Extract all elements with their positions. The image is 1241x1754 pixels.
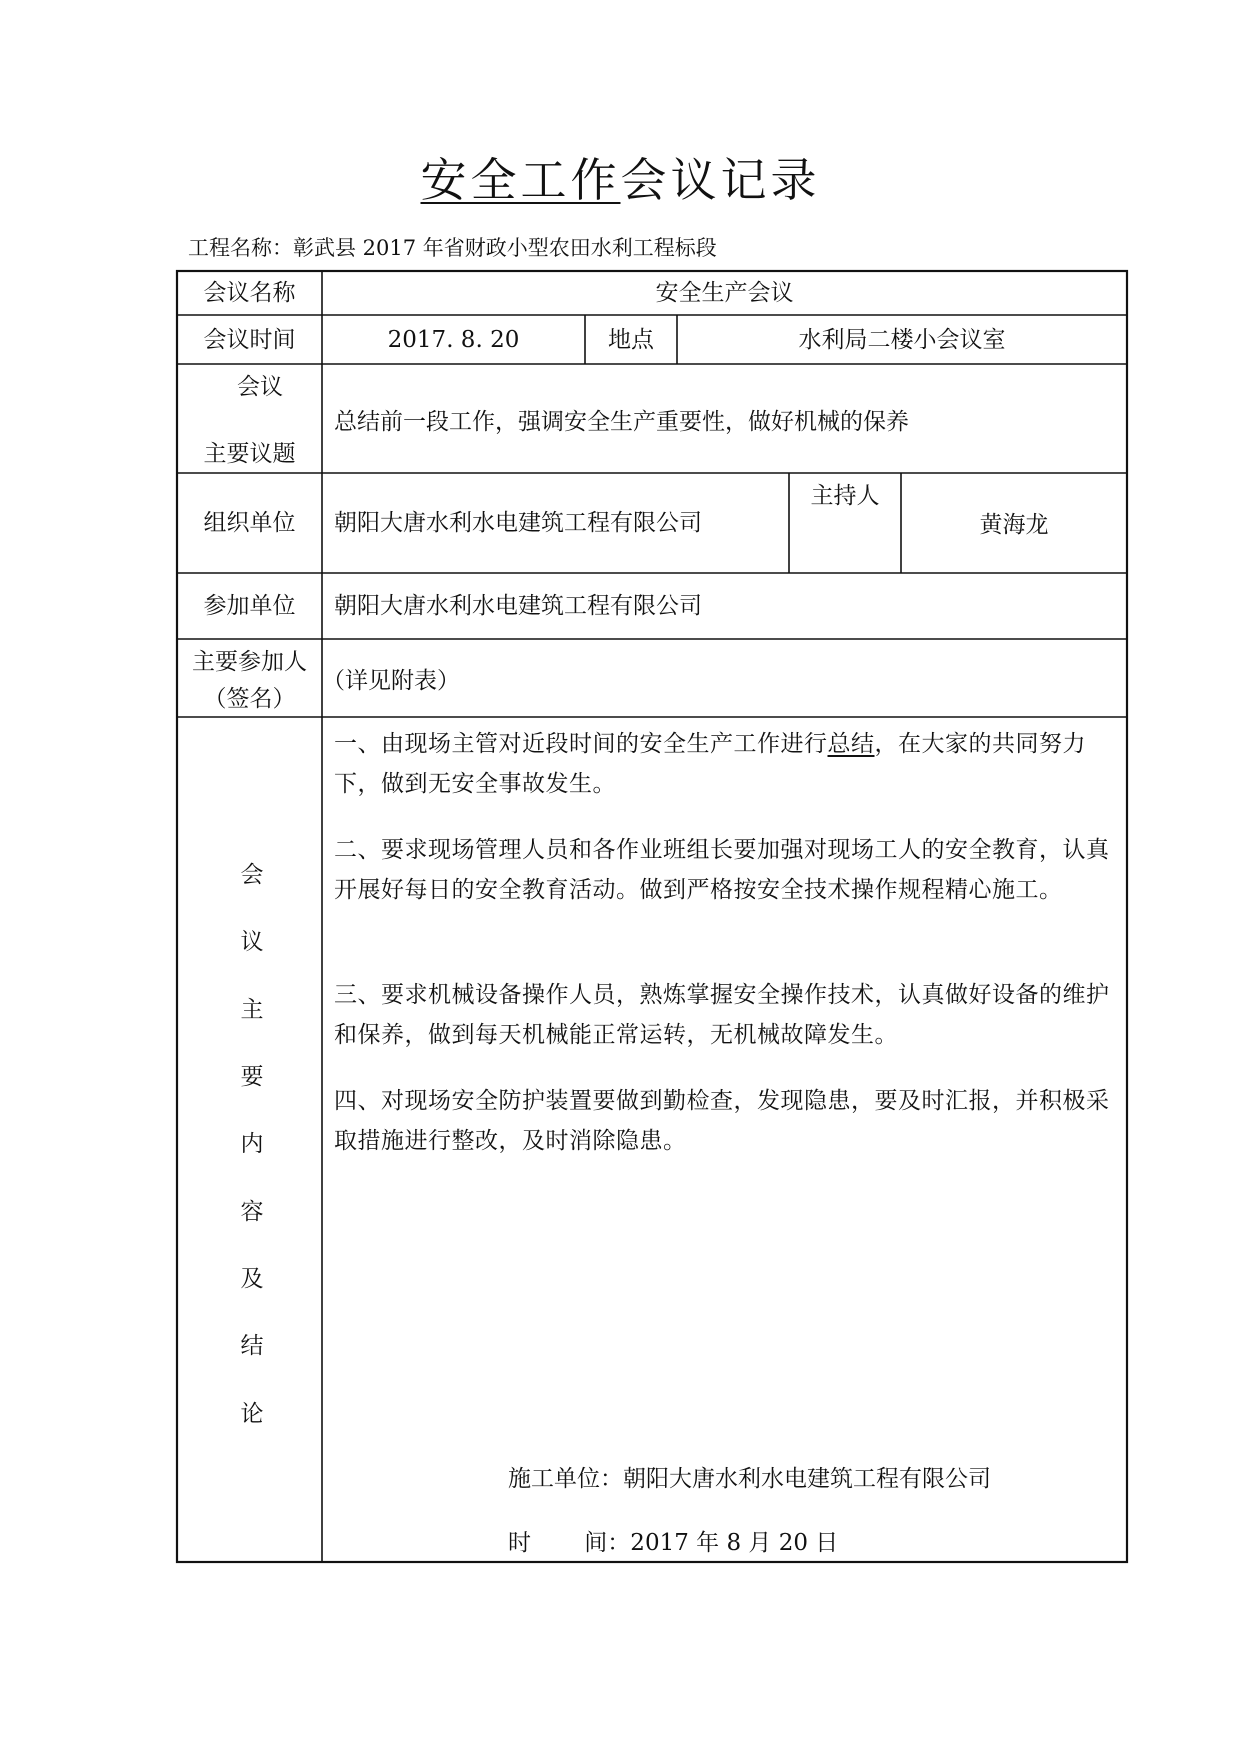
side-char: 要 xyxy=(240,1064,264,1090)
p1-text-a: 一、由现场主管对近段时间的安全生产工作进行 xyxy=(334,731,828,757)
p1-text-b: ，在大家的共同努力下，做到无安全事故发生。 xyxy=(334,731,1086,797)
title-rest-part: 会议记录 xyxy=(620,153,821,207)
content-paragraph-2: 二、要求现场管理人员和各作业班组长要加强对现场工人的安全教育，认真开展好每日的安全教育活动。做到严格按安全技术操作规程精心施工。 xyxy=(334,837,1110,903)
content-paragraph-4: 四、对现场安全防护装置要做到勤检查，发现隐患，要及时汇报，并积极采取措施进行整改，及时消除隐患。 xyxy=(334,1088,1110,1154)
construction-unit-line: 施工单位：朝阳大唐水利水电建筑工程有限公司 xyxy=(508,1466,991,1492)
participants-label-line1: 主要参加人 xyxy=(192,649,307,675)
topic-value: 总结前一段工作，强调安全生产重要性，做好机械的保养 xyxy=(334,409,909,435)
date-line: 时 间：2017 年 8 月 20 日 xyxy=(508,1530,839,1556)
participants-label-line2: （签名） xyxy=(203,686,296,712)
meeting-name-value: 安全生产会议 xyxy=(655,280,794,306)
side-char: 内 xyxy=(240,1131,264,1157)
organizer-value: 朝阳大唐水利水电建筑工程有限公司 xyxy=(334,510,702,536)
side-char: 会 xyxy=(240,862,264,888)
side-char: 议 xyxy=(240,929,264,955)
content-paragraph-3: 三、要求机械设备操作人员，熟炼掌握安全操作技术，认真做好设备的维护和保养，做到每天机械能正常运转，无机械故障发生。 xyxy=(334,982,1110,1048)
meeting-time-value: 2017. 8. 20 xyxy=(387,326,520,353)
attending-unit-value: 朝阳大唐水利水电建筑工程有限公司 xyxy=(334,593,702,619)
meeting-place-value: 水利局二楼小会议室 xyxy=(798,326,1006,353)
title-underlined-part: 安全工作 xyxy=(420,153,621,207)
attending-unit-label: 参加单位 xyxy=(203,593,296,619)
document-title xyxy=(0,150,1241,210)
host-value: 黄海龙 xyxy=(979,512,1049,538)
p1-text-underlined: 总结 xyxy=(827,731,875,757)
topic-label-line1: 会议 xyxy=(237,374,283,400)
meeting-time-label: 会议时间 xyxy=(203,326,296,353)
project-name-line: 工程名称：彰武县 2017 年省财政小型农田水利工程标段 xyxy=(188,236,717,260)
side-char: 及 xyxy=(240,1266,264,1292)
meeting-name-label: 会议名称 xyxy=(203,280,296,306)
side-char: 结 xyxy=(240,1333,264,1359)
host-label: 主持人 xyxy=(810,483,880,509)
side-char: 论 xyxy=(240,1401,264,1427)
content-paragraph-1 xyxy=(334,724,1124,804)
side-char: 主 xyxy=(240,997,264,1023)
participants-value: （详见附表） xyxy=(322,668,460,694)
organizer-label: 组织单位 xyxy=(203,510,296,536)
side-char: 容 xyxy=(240,1199,264,1225)
meeting-place-label: 地点 xyxy=(608,326,654,353)
topic-label-line2: 主要议题 xyxy=(203,441,296,467)
